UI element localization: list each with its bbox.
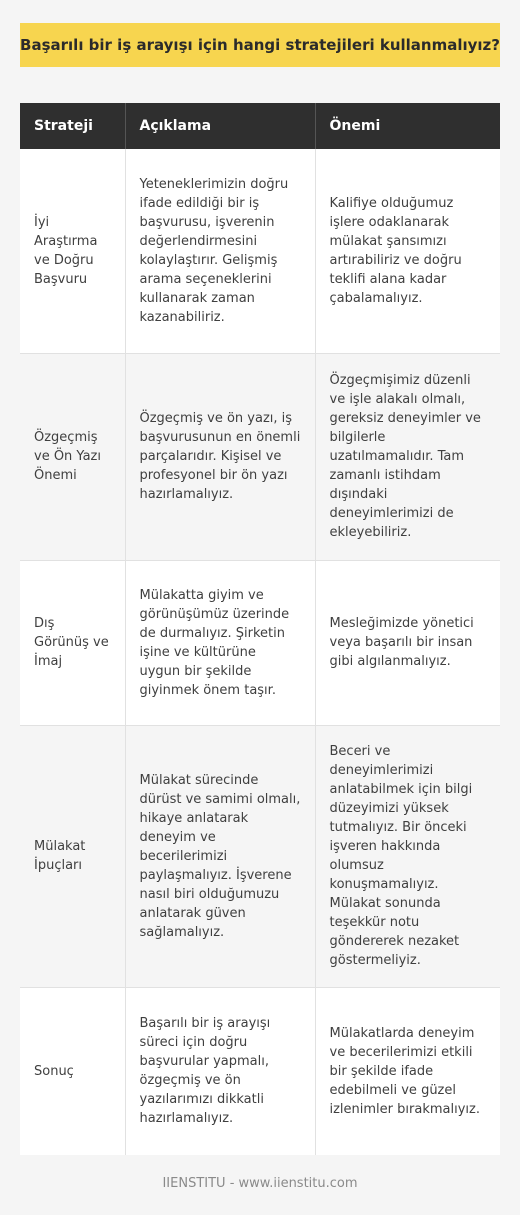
page-title: Başarılı bir iş arayışı için hangi stratejileri kullanmalıyız? — [20, 36, 500, 54]
description-cell: Mülakat sürecinde dürüst ve samimi olmalı, hikaye anlatarak deneyim ve becerilerimizi paylaşmalıyız. İşverene nasıl biri olduğumuzu anlatarak güven sağlamalıyız. — [125, 725, 315, 987]
column-header-strategy: Strateji — [34, 118, 93, 134]
strategy-cell: Mülakat İpuçları — [20, 725, 125, 987]
strategy-cell: Dış Görünüş ve İmaj — [20, 560, 125, 725]
importance-cell: Mülakatlarda deneyim ve becerilerimizi etkili bir şekilde ifade edebilmeli ve güzel izlenimler bırakmalıyız. — [315, 987, 500, 1155]
table-header-row — [20, 103, 500, 149]
strategy-table — [20, 103, 500, 1155]
importance-cell: Mesleğimizde yönetici veya başarılı bir insan gibi algılanmalıyız. — [315, 560, 500, 725]
column-header-importance: Önemi — [315, 103, 500, 149]
title-banner — [20, 23, 500, 67]
table-row — [20, 149, 500, 353]
importance-cell: Kalifiye olduğumuz işlere odaklanarak mülakat şansımızı artırabiliriz ve doğru teklifi alana kadar çabalamalıyız. — [315, 149, 500, 353]
table-row — [20, 725, 500, 987]
table-row — [20, 560, 500, 725]
description-cell: Başarılı bir iş arayışı süreci için doğru başvurular yapmalı, özgeçmiş ve ön yazılarımızı dikkatli hazırlamalıyız. — [125, 987, 315, 1155]
footer-credit: IIENSTITU - www.iienstitu.com — [162, 1176, 358, 1191]
strategy-cell: Özgeçmiş ve Ön Yazı Önemi — [20, 353, 125, 560]
importance-cell: Beceri ve deneyimlerimizi anlatabilmek için bilgi düzeyimizi yüksek tutmalıyız. Bir önceki işveren hakkında olumsuz konuşmamalıyız. Mülakat sonunda teşekkür notu göndererek nezaket göstermeliyiz. — [315, 725, 500, 987]
importance-cell: Özgeçmişimiz düzenli ve işle alakalı olmalı, gereksiz deneyimler ve bilgilerle uzatılmamalıdır. Tam zamanlı istihdam dışındaki deneyimlerimizi de ekleyebiliriz. — [315, 353, 500, 560]
description-cell: Özgeçmiş ve ön yazı, iş başvurusunun en önemli parçalarıdır. Kişisel ve profesyonel bir ön yazı hazırlamalıyız. — [125, 353, 315, 560]
column-header-description: Açıklama — [125, 103, 315, 149]
description-cell: Yeteneklerimizin doğru ifade edildiği bir iş başvurusu, işverenin değerlendirmesini kolaylaştırır. Gelişmiş arama seçeneklerini kullanarak zaman kazanabiliriz. — [125, 149, 315, 353]
table-row — [20, 353, 500, 560]
table-row — [20, 987, 500, 1155]
description-cell: Mülakatta giyim ve görünüşümüz üzerinde de durmalıyız. Şirketin işine ve kültürüne uygun bir şekilde giyinmek önem taşır. — [125, 560, 315, 725]
strategy-cell: Sonuç — [34, 1063, 74, 1079]
strategy-cell: İyi Araştırma ve Doğru Başvuru — [20, 149, 125, 353]
